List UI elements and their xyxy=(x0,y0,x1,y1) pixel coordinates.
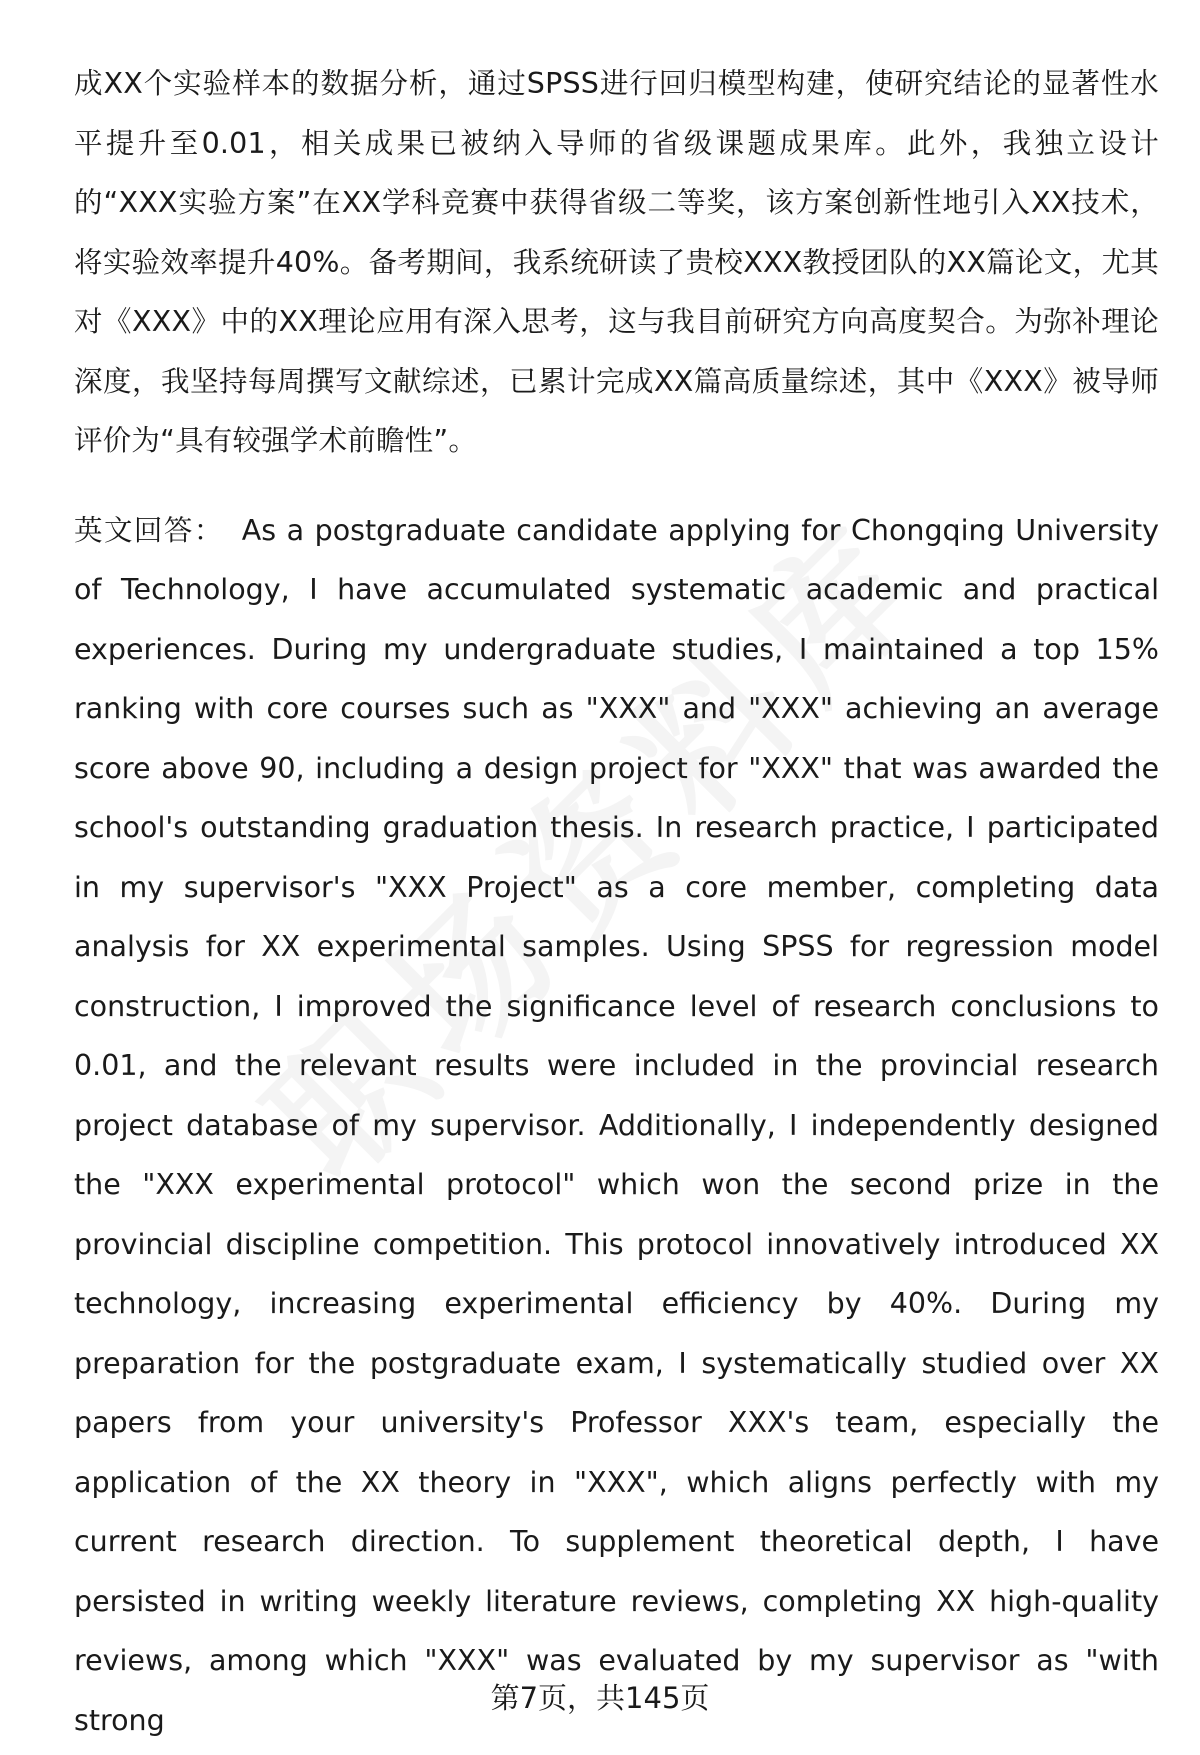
english-answer-label: 英文回答： xyxy=(74,513,224,547)
english-answer-paragraph xyxy=(74,501,1159,1751)
page-number-footer: 第7页，共145页 xyxy=(490,1681,710,1715)
document-page xyxy=(74,54,1159,1750)
chinese-answer-paragraph: 成XX个实验样本的数据分析，通过SPSS进行回归模型构建，使研究结论的显著性水平提升至0.01，相关成果已被纳入导师的省级课题成果库。此外，我独立设计的“XXX实验方案”在XX学科竞赛中获得省级二等奖，该方案创新性地引入XX技术，将实验效率提升40%。备考期间，我系统研读了贵校XXX教授团队的XX篇论文，尤其对《XXX》中的XX理论应用有深入思考，这与我目前研究方向高度契合。为弥补理论深度，我坚持每周撰写文献综述，已累计完成XX篇高质量综述，其中《XXX》被导师评价为“具有较强学术前瞻性”。 xyxy=(74,67,1159,457)
english-answer-text: As a postgraduate candidate applying for Chongqing University of Technology, I have accumulated systematic academic and practical experiences. During my undergraduate studies, I maintained a top 15% ranking with core courses such as "XXX" and "XXX" achieving an average score above 90, including a design project for "XXX" that was awarded the school's outstanding graduation thesis. In research practice, I participated in my supervisor's "XXX Project" as a core member, completing data analysis for XX experimental samples. Using SPSS for regression model construction, I improved the significance level of research conclusions to 0.01, and the relevant results were included in the provincial research project database of my supervisor. Additionally, I independently designed the "XXX experimental protocol" which won the second prize in the provincial discipline competition. This protocol innovatively introduced XX technology, increasing experimental efficiency by 40%. During my preparation for the postgraduate exam, I systematically studied over XX papers from your university's Professor XXX's team, especially the application of the XX theory in "XXX", which aligns perfectly with my current research direction. To supplement theoretical depth, I have persisted in writing weekly literature reviews, completing XX high-quality reviews, among which "XXX" was evaluated by my supervisor as "with strong xyxy=(74,513,1159,1737)
